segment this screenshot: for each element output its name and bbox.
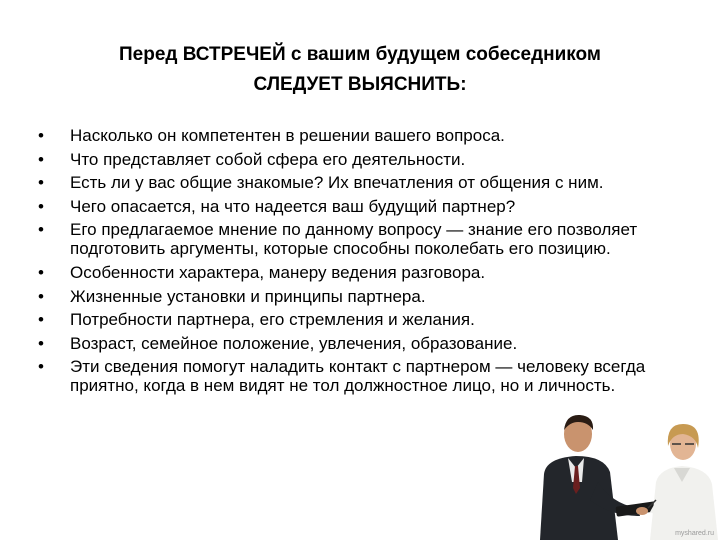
bullet-marker: •: [38, 310, 44, 330]
title-line-1: Перед ВСТРЕЧЕЙ с вашим будущем собеседником: [119, 44, 601, 65]
bullet-marker: •: [38, 262, 44, 282]
bullet-text: Насколько он компетентен в решении вашего вопроса.: [70, 126, 505, 145]
bullet-item: [38, 357, 678, 395]
bullet-text: Чего опасается, на что надеется ваш будущий партнер?: [70, 196, 516, 216]
bullet-text: Его предлагаемое мнение по данному вопросу — знание его позволяет подготовить аргументы, которые способны поколебать его позицию.: [70, 220, 638, 259]
bullet-text: Потребности партнера, его стремления и желания.: [70, 310, 475, 330]
bullet-marker: •: [38, 196, 44, 216]
bullet-item: [38, 334, 678, 353]
bullet-list: [38, 126, 678, 400]
bullet-item: [38, 150, 678, 169]
bullet-text: Что представляет собой сфера его деятельности.: [70, 149, 466, 169]
bullet-text: Есть ли у вас общие знакомые? Их впечатления от общения с ним.: [70, 173, 604, 193]
title-line-2: СЛЕДУЕТ ВЫЯСНИТЬ:: [253, 74, 467, 95]
bullet-marker: •: [38, 286, 44, 306]
watermark: myshared.ru: [675, 530, 714, 537]
man-hand: [636, 507, 648, 515]
bullet-item: [38, 197, 678, 216]
bullet-item: [38, 263, 678, 282]
bullet-marker: •: [38, 220, 44, 240]
bullet-item: [38, 126, 678, 145]
bullet-item: [38, 310, 678, 329]
bullet-marker: •: [38, 149, 44, 169]
bullet-marker: •: [38, 173, 44, 193]
bullet-marker: •: [38, 357, 44, 377]
bullet-text: Особенности характера, манеру ведения разговора.: [70, 262, 486, 282]
bullet-text: Жизненные установки и принципы партнера.: [70, 286, 426, 306]
business-meeting-illustration: [532, 412, 720, 540]
bullet-item: [38, 220, 678, 258]
bullet-text: Эти сведения помогут наладить контакт с партнером — человеку всегда приятно, когда в нем видят не тол должностное лицо, но и личность.: [70, 357, 646, 396]
bullet-item: [38, 173, 678, 192]
bullet-item: [38, 287, 678, 306]
bullet-marker: •: [38, 126, 44, 145]
slide-title: [40, 40, 680, 100]
bullet-text: Возраст, семейное положение, увлечения, образование.: [70, 333, 518, 353]
bullet-marker: •: [38, 333, 44, 353]
